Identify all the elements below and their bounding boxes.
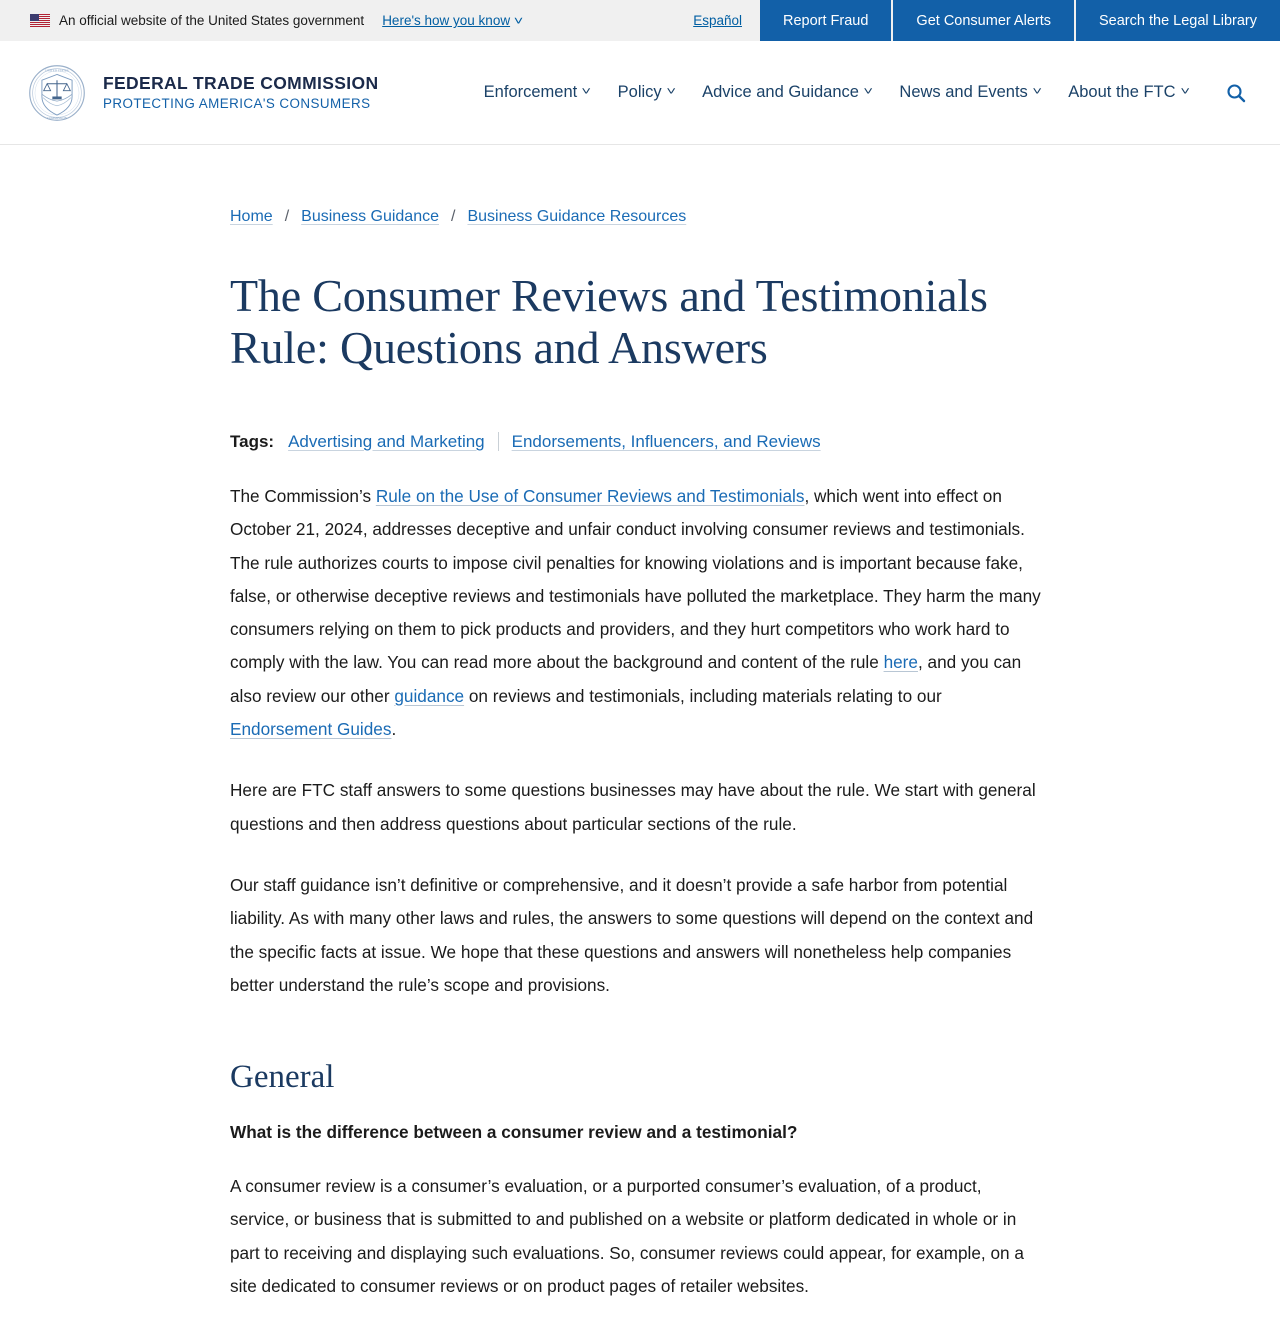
question-1: What is the difference between a consumer review and a testimonial?	[230, 1122, 798, 1143]
paragraph1-part1: The Commission’s	[230, 485, 376, 506]
site-brand[interactable]	[28, 64, 378, 122]
espanol-link[interactable]: Español	[693, 13, 742, 28]
nav-item-enforcement[interactable]	[484, 83, 590, 102]
brand-subtitle: PROTECTING AMERICA'S CONSUMERS	[103, 95, 371, 111]
svg-text:COMMISSION: COMMISSION	[47, 115, 67, 120]
search-button[interactable]	[1222, 79, 1250, 107]
gov-banner-text: An official website of the United States government	[59, 13, 365, 28]
intro-paragraph-3: Our staff guidance isn’t definitive or comprehensive, and it doesn’t provide a safe harbor from potential liability. As with many other laws and rules, the answers to some questions will depend on the context and the specific facts at issue. We hope that these questions and answers will nonetheless help companies better understand the rule’s scope and provisions.	[230, 874, 1034, 995]
breadcrumb	[230, 208, 1050, 226]
intro-paragraph-2: Here are FTC staff answers to some questions businesses may have about the rule. We start with general questions and then address questions about particular sections of the rule.	[230, 780, 1036, 834]
chevron-down-icon: ˅	[863, 85, 874, 98]
report-fraud-button[interactable]: Report Fraud	[760, 0, 893, 41]
chevron-down-icon: ˅	[666, 85, 676, 98]
chevron-down-icon: ˅	[581, 85, 592, 98]
answer-1: A consumer review is a consumer’s evaluation, or a purported consumer’s evaluation, of a product, service, or business that is submitted to and published on a website or platform dedicated in whole or in part to receiving and displaying such evaluations. So, consumer reviews could appear, for example, on a site dedicated to consumer reviews or on product pages of retailer websites.	[230, 1176, 1024, 1296]
page-title: The Consumer Reviews and Testimonials Rule: Questions and Answers	[230, 270, 988, 373]
section-heading-general: General	[230, 1059, 335, 1096]
brand-text	[103, 73, 378, 111]
paragraph1-part5: .	[391, 719, 397, 740]
breadcrumb-item-home[interactable]: Home	[230, 208, 273, 225]
nav-label-enforcement: Enforcement	[483, 83, 578, 101]
site-header	[0, 41, 1280, 145]
tags-label: Tags:	[230, 431, 275, 451]
nav-item-advice-and-guidance[interactable]	[702, 83, 874, 102]
tag-endorsements-influencers-and-reviews[interactable]: Endorsements, Influencers, and Reviews	[511, 431, 821, 451]
nav-label-news-and-events: News and Events	[899, 83, 1028, 101]
svg-text:UNITED STATES: UNITED STATES	[45, 68, 69, 73]
chevron-down-icon: ˅	[1179, 85, 1190, 98]
breadcrumb-item-business-guidance[interactable]: Business Guidance	[301, 208, 439, 225]
how-you-know-link[interactable]	[382, 13, 522, 28]
us-flag-icon	[30, 14, 50, 27]
tags-row	[230, 432, 1050, 452]
nav-item-about-the-ftc[interactable]	[1068, 83, 1188, 102]
brand-title: FEDERAL TRADE COMMISSION	[103, 73, 379, 94]
nav-label-about-the-ftc: About the FTC	[1068, 83, 1176, 101]
intro-paragraph-1	[230, 480, 1045, 746]
gov-banner	[0, 0, 1280, 41]
link-endorsement-guides[interactable]: Endorsement Guides	[230, 719, 392, 740]
search-legal-library-button[interactable]: Search the Legal Library	[1076, 0, 1280, 41]
chevron-down-icon: ˅	[513, 14, 524, 28]
search-icon	[1226, 83, 1246, 103]
gov-banner-right	[675, 0, 1280, 41]
link-rule-on-consumer-reviews[interactable]: Rule on the Use of Consumer Reviews and Testimonials	[375, 485, 805, 506]
paragraph1-part3: , and you can also review our other	[230, 652, 1022, 706]
main-content	[0, 145, 1280, 1303]
breadcrumb-separator: /	[284, 208, 290, 225]
tag-advertising-and-marketing[interactable]: Advertising and Marketing	[288, 431, 485, 451]
link-guidance[interactable]: guidance	[394, 685, 465, 706]
paragraph1-part2: , which went into effect on October 21, 2024, addresses deceptive and unfair conduct involving consumer reviews and testimonials. The rule authorizes courts to impose civil penalties for knowing violations and is important because fake, false, or otherwise deceptive reviews and testimonials have polluted the marketplace. They harm the many consumers relying on them to pick products and providers, and they hurt competitors who work hard to comply with the law. You can read more about the background and content of the rule	[230, 485, 1041, 673]
breadcrumb-separator: /	[451, 208, 456, 225]
main-navigation	[484, 79, 1250, 107]
gov-banner-left	[0, 0, 522, 41]
nav-item-policy[interactable]	[618, 83, 674, 102]
chevron-down-icon: ˅	[1032, 85, 1042, 98]
how-you-know-label: Here's how you know	[382, 13, 511, 28]
tag-divider	[498, 432, 499, 451]
breadcrumb-item-business-guidance-resources[interactable]: Business Guidance Resources	[467, 208, 687, 225]
nav-label-advice-and-guidance: Advice and Guidance	[702, 83, 859, 101]
nav-item-news-and-events[interactable]	[899, 83, 1040, 102]
link-here[interactable]: here	[883, 652, 918, 673]
get-consumer-alerts-button[interactable]: Get Consumer Alerts	[893, 0, 1076, 41]
nav-label-policy: Policy	[617, 83, 662, 101]
paragraph1-part4: on reviews and testimonials, including materials relating to our	[464, 685, 942, 706]
ftc-seal-icon	[28, 64, 86, 122]
